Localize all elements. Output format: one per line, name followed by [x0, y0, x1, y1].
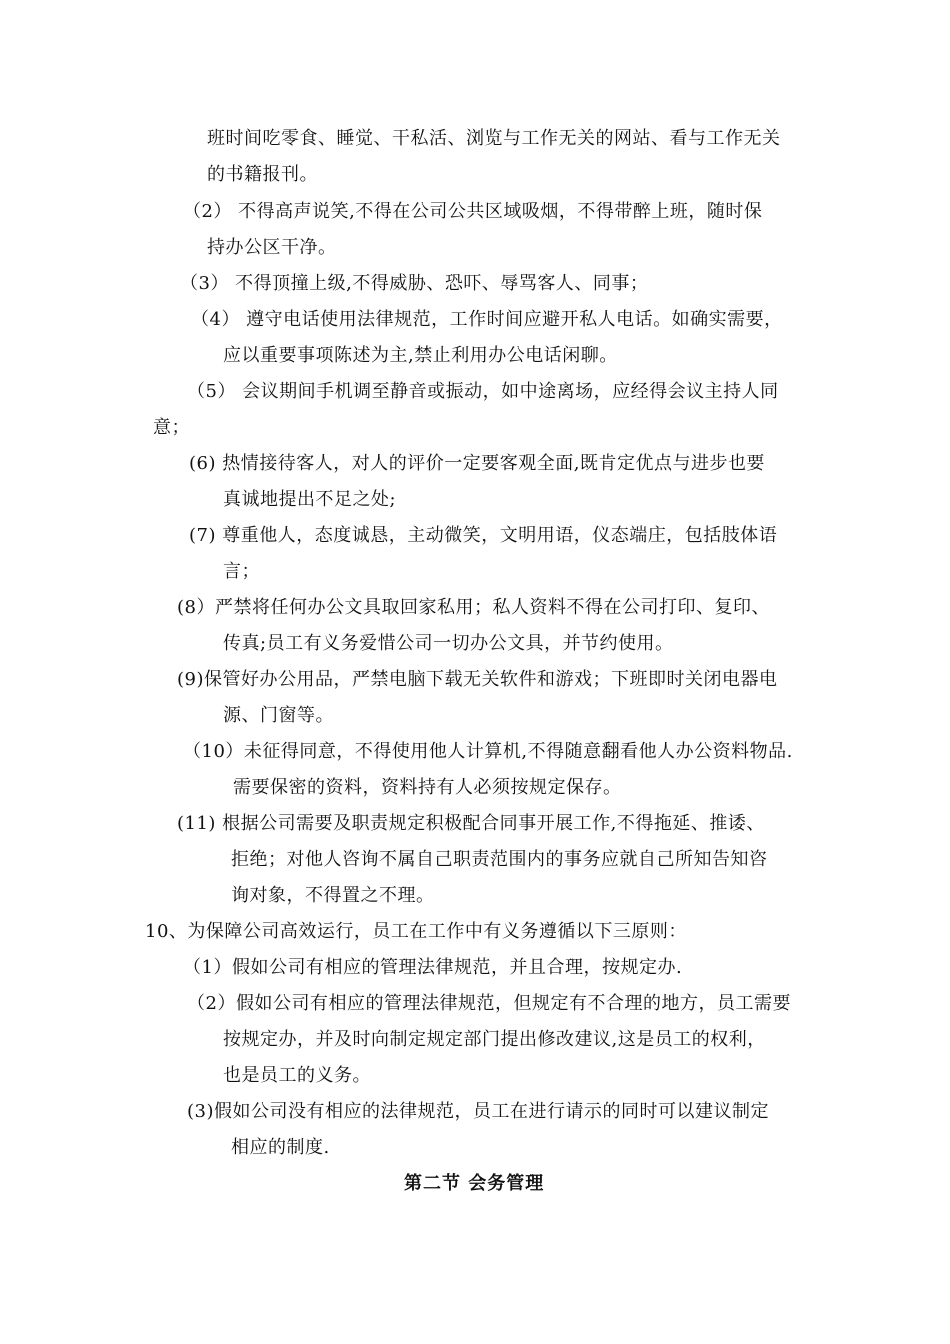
text-line: 询对象，不得置之不理。: [231, 885, 435, 906]
text-line: (8）严禁将任何办公文具取回家私用；私人资料不得在公司打印、复印、: [177, 597, 770, 618]
text-line: (6) 热情接待客人，对人的评价一定要客观全面,既肯定优点与进步也要: [189, 453, 765, 474]
text-line: (11) 根据公司需要及职责规定积极配合同事开展工作,不得拖延、推诿、: [177, 813, 765, 834]
text-line: 班时间吃零食、睡觉、干私活、浏览与工作无关的网站、看与工作无关: [207, 128, 781, 149]
text-line: （5） 会议期间手机调至静音或振动，如中途离场，应经得会议主持人同: [187, 381, 779, 402]
text-line: 意；: [153, 417, 190, 438]
text-line: 源、门窗等。: [223, 705, 334, 726]
text-line: 应以重要事项陈述为主,禁止利用办公电话闲聊。: [223, 345, 618, 366]
text-line: （3） 不得顶撞上级,不得威胁、恐吓、辱骂客人、同事；: [180, 273, 649, 294]
text-line: 相应的制度.: [231, 1137, 330, 1158]
section-heading: 第二节 会务管理: [404, 1173, 545, 1194]
text-line: 真诚地提出不足之处;: [223, 489, 397, 510]
text-line: 按规定办，并及时向制定规定部门提出修改建议,这是员工的权利，: [223, 1029, 766, 1050]
text-line: 拒绝；对他人咨询不属自己职责范围内的事务应就自己所知告知咨: [231, 849, 768, 870]
text-line: 的书籍报刊。: [207, 164, 318, 185]
text-line: 10、为保障公司高效运行，员工在工作中有义务遵循以下三原则：: [145, 921, 687, 942]
text-line: （1）假如公司有相应的管理法律规范，并且合理，按规定办.: [183, 957, 683, 978]
text-line: （4） 遵守电话使用法律规范，工作时间应避开私人电话。如确实需要，: [191, 309, 783, 330]
text-line: 也是员工的义务。: [223, 1065, 371, 1086]
text-line: 传真;员工有义务爱惜公司一切办公文具，并节约使用。: [223, 633, 674, 654]
text-line: (3)假如公司没有相应的法律规范，员工在进行请示的同时可以建议制定: [187, 1101, 769, 1122]
text-line: (7) 尊重他人，态度诚恳，主动微笑，文明用语，仪态端庄，包括肢体语: [189, 525, 778, 546]
text-line: （10）未征得同意，不得使用他人计算机,不得随意翻看他人办公资料物品.: [183, 741, 793, 762]
text-line: 持办公区干净。: [207, 237, 337, 258]
text-line: 言；: [223, 561, 260, 582]
text-line: 需要保密的资料，资料持有人必须按规定保存。: [233, 777, 622, 798]
text-line: （2）假如公司有相应的管理法律规范，但规定有不合理的地方，员工需要: [187, 993, 791, 1014]
text-line: （2） 不得高声说笑,不得在公司公共区域吸烟，不得带醉上班，随时保: [183, 201, 763, 222]
text-line: (9)保管好办公用品，严禁电脑下载无关软件和游戏；下班即时关闭电器电: [177, 669, 778, 690]
